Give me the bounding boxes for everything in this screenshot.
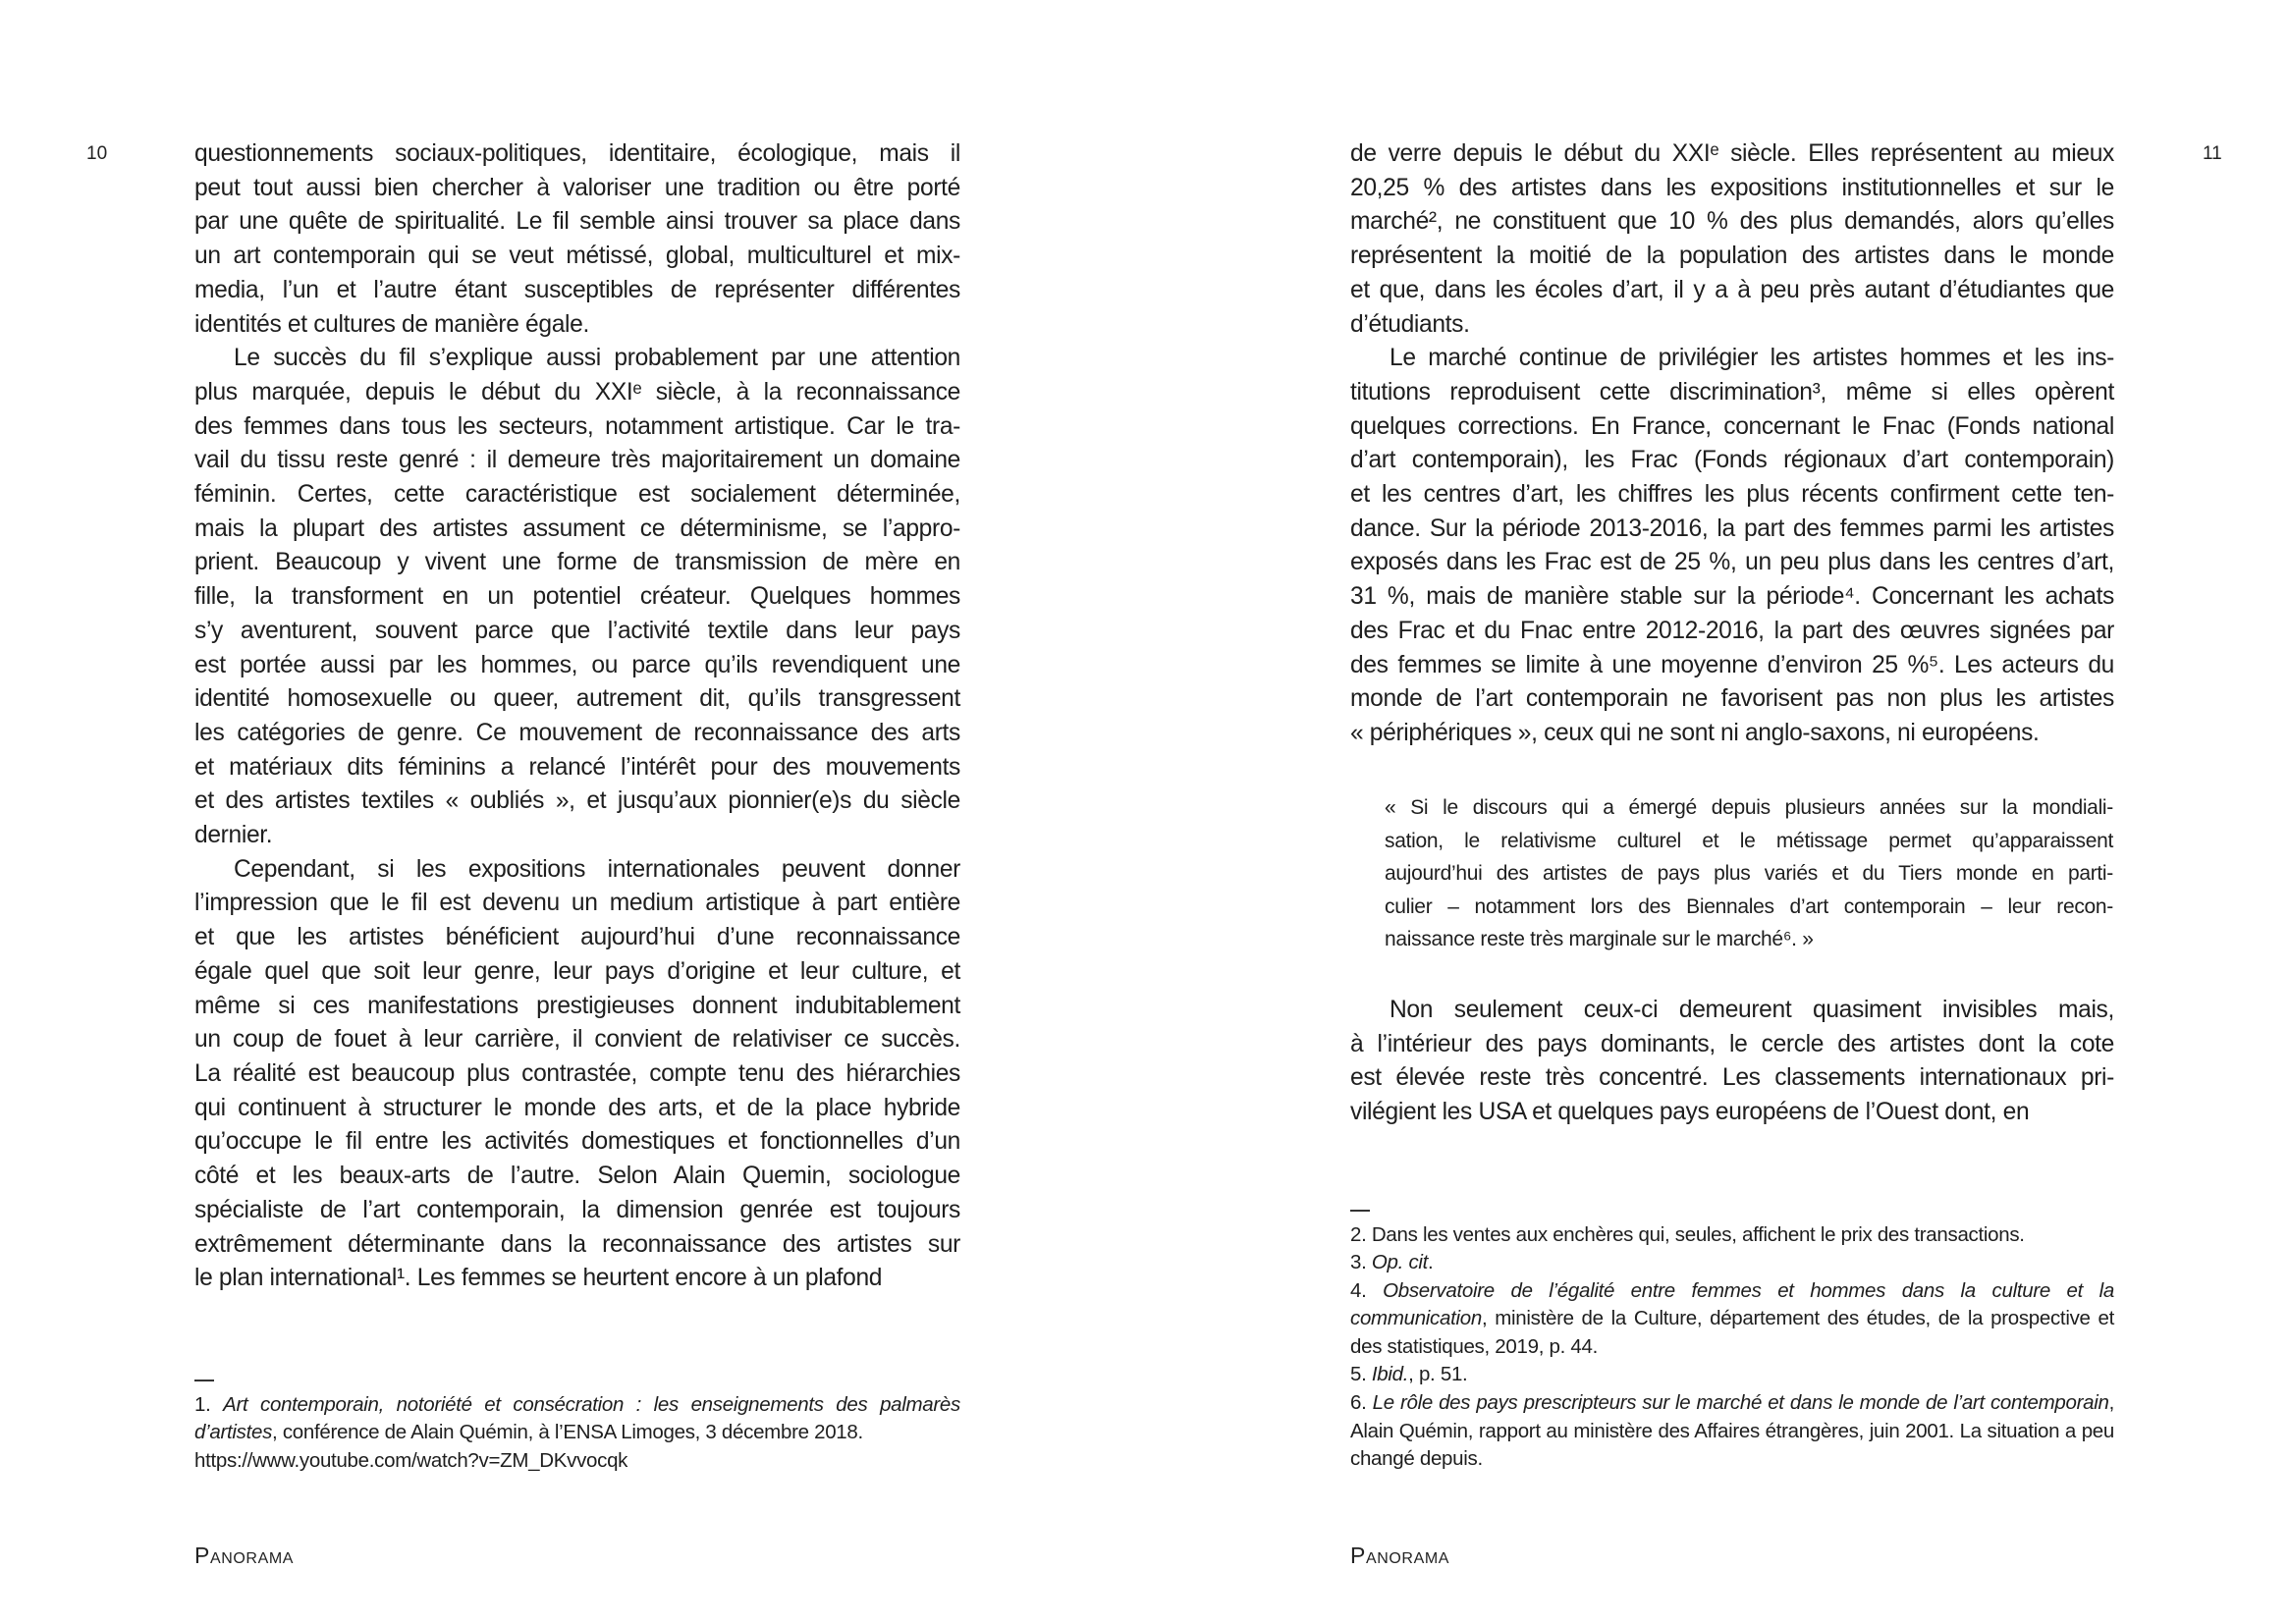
quote-line: « Si le discours qui a émergé depuis plusieurs années sur la mondiali- xyxy=(1385,796,2113,819)
footnote-text: , Alain Quémin, rapport au ministère des Affaires étrangères, juin 2001. La situation a peu changé depuis. xyxy=(1350,1391,2115,1471)
page-number-right: 11 xyxy=(2203,143,2222,164)
footnote-text: , p. 51. xyxy=(1408,1363,1468,1386)
text-line: identité homosexuelle ou queer, autrement dit, qu’ils transgressent xyxy=(194,685,960,713)
paragraph xyxy=(1350,137,2114,342)
text-line: plus marquée, depuis le début du XXIᵉ siècle, à la reconnaissance xyxy=(194,378,960,406)
quote-line: culier – notamment lors des Biennales d’art contemporain – leur recon- xyxy=(1385,894,2113,918)
paragraph xyxy=(1350,342,2114,750)
text-line: vilégient les USA et quelques pays européens de l’Ouest dont, en xyxy=(1350,1099,2030,1126)
text-line: Le succès du fil s’explique aussi probablement par une attention xyxy=(234,345,960,372)
text-line: La réalité est beaucoup plus contrastée, compte tenu des hiérarchies xyxy=(194,1059,960,1087)
block-quote xyxy=(1385,791,2113,956)
text-line: un art contemporain qui se veut métissé, global, multiculturel et mix- xyxy=(194,243,960,270)
text-line: 20,25 % des artistes dans les expositions institutionnelles et sur le xyxy=(1350,174,2114,201)
text-line: d’art contemporain), les Frac (Fonds régionaux d’art contemporain) xyxy=(1350,447,2114,474)
text-line: marché², ne constituent que 10 % des plus demandés, alors qu’elles xyxy=(1350,208,2114,236)
text-line: fille, la transforment en un potentiel créateur. Quelques hommes xyxy=(194,583,960,611)
paragraph xyxy=(1350,994,2114,1130)
footnote-number: 4. xyxy=(1350,1278,1384,1302)
text-line: représentent la moitié de la population des artistes dans le monde xyxy=(1350,243,2114,270)
text-line: Cependant, si les expositions internationales peuvent donner xyxy=(234,855,960,883)
footnote-number: 6. xyxy=(1350,1391,1373,1415)
text-line: les catégories de genre. Ce mouvement de reconnaissance des arts xyxy=(194,719,960,746)
text-line: d’étudiants. xyxy=(1350,310,1470,338)
footnote-rule xyxy=(194,1380,214,1381)
text-line: féminin. Certes, cette caractéristique est socialement déterminée, xyxy=(194,481,960,509)
text-line: côté et les beaux-arts de l’autre. Selon Alain Quemin, sociologue xyxy=(194,1163,960,1190)
text-line: de verre depuis le début du XXIᵉ siècle. Elles représentent au mieux xyxy=(1350,140,2114,167)
footnote xyxy=(1350,1389,2114,1474)
running-footer-left: Panorama xyxy=(194,1543,295,1568)
text-line: l’impression que le fil est devenu un medium artistique à part entière xyxy=(194,890,960,917)
text-line: qu’occupe le fil entre les activités domestiques et fonctionnelles d’un xyxy=(194,1128,960,1156)
text-line: est élevée reste très concentré. Les classements internationaux pri- xyxy=(1350,1064,2114,1092)
text-line: par une quête de spiritualité. Le fil semble ainsi trouver sa place dans xyxy=(194,208,960,236)
footnote-number: 1. xyxy=(194,1392,224,1416)
text-line: mais la plupart des artistes assument ce déterminisme, se l’appro- xyxy=(194,514,960,542)
footnote-text: , conférence de Alain Quémin, à l’ENSA Limoges, 3 décembre 2018. xyxy=(272,1421,863,1444)
text-line: même si ces manifestations prestigieuses donnent indubitablement xyxy=(194,992,960,1019)
text-line: prient. Beaucoup y vivent une forme de transmission de mère en xyxy=(194,549,960,576)
text-line: vail du tissu reste genré : il demeure très majoritairement un domaine xyxy=(194,447,960,474)
paragraph xyxy=(194,853,960,1296)
footnote xyxy=(194,1391,960,1476)
footnote xyxy=(1350,1249,2114,1277)
text-line: un coup de fouet à leur carrière, il convient de relativiser ce succès. xyxy=(194,1026,960,1054)
footnote-title: Le rôle des pays prescripteurs sur le marché et dans le monde de l’art contemporain xyxy=(1372,1391,2109,1415)
text-line: titutions reproduisent cette discrimination³, même si elles opèrent xyxy=(1350,378,2114,406)
paragraph xyxy=(194,342,960,853)
text-line: s’y aventurent, souvent parce que l’activité textile dans leur pays xyxy=(194,617,960,644)
footnote xyxy=(1350,1221,2114,1250)
text-line: des femmes dans tous les secteurs, notamment artistique. Car le tra- xyxy=(194,412,960,440)
text-line: qui continuent à structurer le monde des arts, et de la place hybride xyxy=(194,1094,960,1121)
footnote-text: Dans les ventes aux enchères qui, seules, affichent le prix des transactions. xyxy=(1371,1222,2025,1246)
text-line: extrêmement déterminante dans la reconnaissance des artistes sur xyxy=(194,1230,960,1258)
paragraph xyxy=(194,137,960,342)
text-line: et que, dans les écoles d’art, il y a à peu près autant d’étudiantes que xyxy=(1350,276,2114,303)
right-body-top xyxy=(1350,137,2114,751)
footnote xyxy=(1350,1361,2114,1389)
text-line: est portée aussi par les hommes, ou parce qu’ils revendiquent une xyxy=(194,651,960,678)
footnote-rule xyxy=(1350,1210,1370,1212)
footnote xyxy=(1350,1277,2114,1362)
footnote-url-link[interactable]: https://www.youtube.com/watch?v=ZM_DKvvocqk xyxy=(194,1448,628,1472)
footnote-title: Observatoire de l’égalité entre femmes et hommes dans la culture et la communication xyxy=(1350,1278,2114,1330)
right-footnotes xyxy=(1350,1210,2114,1474)
text-line: quelques corrections. En France, concernant le Fnac (Fonds national xyxy=(1350,412,2114,440)
text-line: monde de l’art contemporain ne favorisent pas non plus les artistes xyxy=(1350,685,2114,713)
text-line: des Frac et du Fnac entre 2012-2016, la part des œuvres signées par xyxy=(1350,617,2114,644)
quote-line: aujourd’hui des artistes de pays plus variés et du Tiers monde en parti- xyxy=(1385,862,2113,886)
text-line: exposés dans les Frac est de 25 %, un peu plus dans les centres d’art, xyxy=(1350,549,2114,576)
footnote-number: 5. xyxy=(1350,1363,1372,1386)
footnote-title: Art contemporain, notoriété et consécration : les enseignements des palmarès d’artistes xyxy=(194,1392,960,1444)
running-footer-right: Panorama xyxy=(1350,1543,1450,1568)
text-line: Non seulement ceux-ci demeurent quasiment invisibles mais, xyxy=(1390,997,2114,1023)
text-line: identités et cultures de manière égale. xyxy=(194,310,589,338)
footnote-number: 2. xyxy=(1350,1222,1372,1246)
text-line: à l’intérieur des pays dominants, le cercle des artistes dont la cote xyxy=(1350,1030,2114,1057)
footnote-title: Op. cit xyxy=(1371,1251,1429,1274)
text-line: dernier. xyxy=(194,822,273,849)
text-line: des femmes se limite à une moyenne d’environ 25 %⁵. Les acteurs du xyxy=(1350,651,2114,678)
text-line: dance. Sur la période 2013-2016, la part des femmes parmi les artistes xyxy=(1350,514,2114,542)
left-body xyxy=(194,137,960,1296)
text-line: et que les artistes bénéficient aujourd’hui d’une reconnaissance xyxy=(194,924,960,951)
quote-line: sation, le relativisme culturel et le métissage permet qu’apparaissent xyxy=(1385,829,2113,852)
footnote-title: Ibid. xyxy=(1371,1363,1409,1386)
footnote-text: , ministère de la Culture, département des études, de la prospective et des statistiques, 2019, p. 44. xyxy=(1350,1307,2114,1358)
text-line: égale quel que soit leur genre, leur pays d’origine et leur culture, et xyxy=(194,957,960,985)
right-body-bottom xyxy=(1350,994,2114,1130)
page-number-left: 10 xyxy=(86,143,108,164)
quote-line: naissance reste très marginale sur le marché⁶. » xyxy=(1385,928,1814,951)
footnote-number: 3. xyxy=(1350,1251,1372,1274)
text-line: spécialiste de l’art contemporain, la dimension genrée est toujours xyxy=(194,1196,960,1223)
text-line: Le marché continue de privilégier les artistes hommes et les ins- xyxy=(1390,345,2114,372)
text-line: 31 %, mais de manière stable sur la période⁴. Concernant les achats xyxy=(1350,583,2114,611)
text-line: questionnements sociaux-politiques, identitaire, écologique, mais il xyxy=(194,140,960,167)
text-line: peut tout aussi bien chercher à valoriser une tradition ou être porté xyxy=(194,174,960,201)
text-line: media, l’un et l’autre étant susceptibles de représenter différentes xyxy=(194,276,960,303)
text-line: le plan international¹. Les femmes se heurtent encore à un plafond xyxy=(194,1265,883,1292)
footnote-text: . xyxy=(1428,1251,1434,1274)
text-line: « périphériques », ceux qui ne sont ni anglo-saxons, ni européens. xyxy=(1350,719,2040,746)
left-footnotes xyxy=(194,1380,960,1475)
text-line: et les centres d’art, les chiffres les plus récents confirment cette ten- xyxy=(1350,481,2114,509)
text-line: et des artistes textiles « oubliés », et jusqu’aux pionnier(e)s du siècle xyxy=(194,787,960,815)
text-line: et matériaux dits féminins a relancé l’intérêt pour des mouvements xyxy=(194,753,960,781)
